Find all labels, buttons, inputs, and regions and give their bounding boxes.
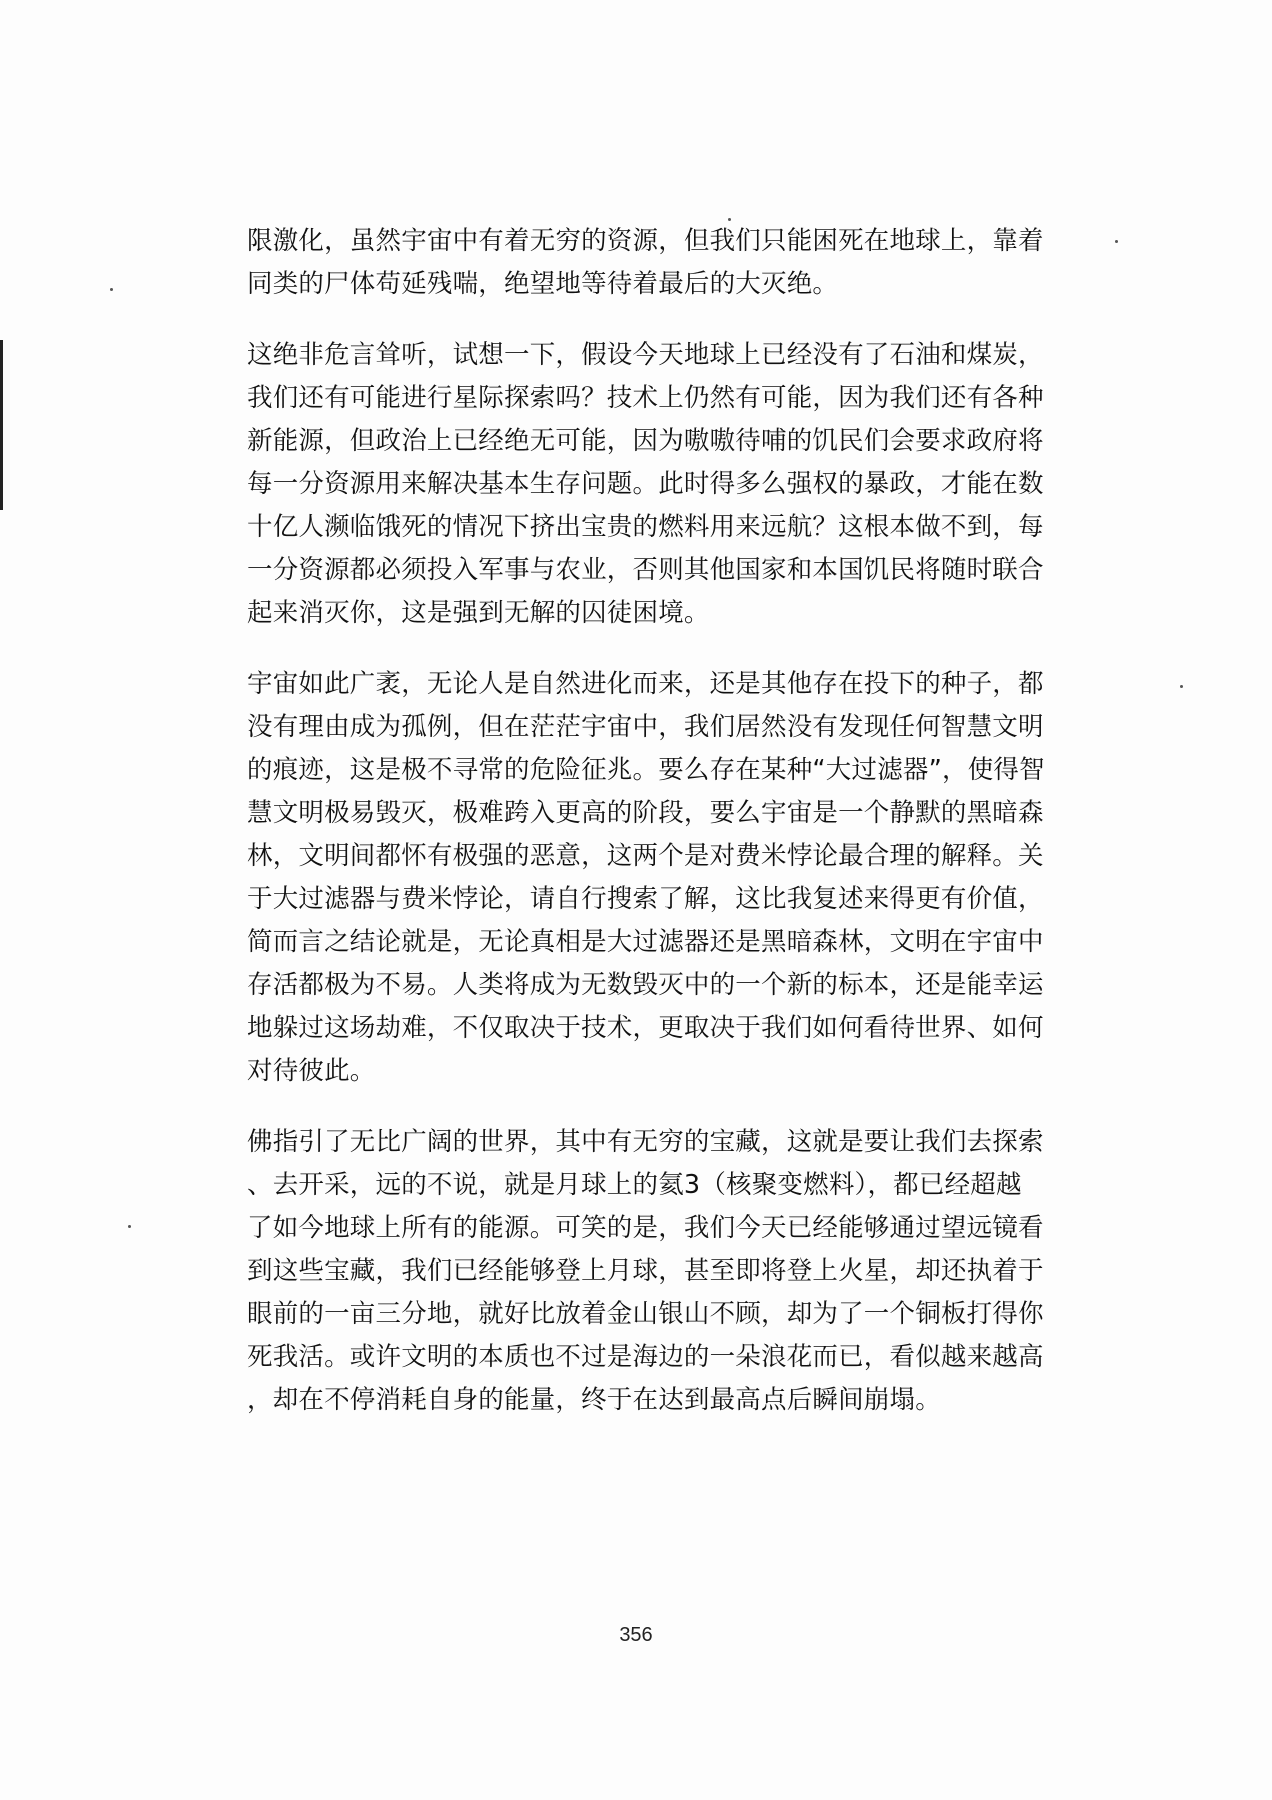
text-line: 宇宙如此广袤，无论人是自然进化而来，还是其他存在投下的种子，都 — [247, 669, 1044, 699]
text-line: 没有理由成为孤例，但在茫茫宇宙中，我们居然没有发现任何智慧文明 — [247, 712, 1044, 742]
scan-speck — [1180, 685, 1183, 688]
text-line: 存活都极为不易。人类将成为无数毁灭中的一个新的标本，还是能幸运 — [247, 970, 1044, 1000]
text-line: ，却在不停消耗自身的能量，终于在达到最高点后瞬间崩塌。 — [247, 1385, 941, 1415]
text-line: 新能源，但政治上已经绝无可能，因为嗷嗷待哺的饥民们会要求政府将 — [247, 426, 1044, 456]
text-line: 这绝非危言耸听，试想一下，假设今天地球上已经没有了石油和煤炭， — [247, 340, 1044, 370]
text-line: 一分资源都必须投入军事与农业，否则其他国家和本国饥民将随时联合 — [247, 555, 1044, 585]
text-line: 起来消灭你，这是强到无解的囚徒困境。 — [247, 598, 710, 628]
text-line: 我们还有可能进行星际探索吗？技术上仍然有可能，因为我们还有各种 — [247, 383, 1044, 413]
text-line: 了如今地球上所有的能源。可笑的是，我们今天已经能够通过望远镜看 — [247, 1213, 1044, 1243]
text-line: 死我活。或许文明的本质也不过是海边的一朵浪花而已，看似越来越高 — [247, 1342, 1044, 1372]
paragraph — [247, 334, 1077, 635]
text-line: 简而言之结论就是，无论真相是大过滤器还是黑暗森林，文明在宇宙中 — [247, 927, 1044, 957]
text-line: 佛指引了无比广阔的世界，其中有无穷的宝藏，这就是要让我们去探索 — [247, 1127, 1044, 1157]
scan-speck — [110, 288, 113, 291]
text-line: 慧文明极易毁灭，极难跨入更高的阶段，要么宇宙是一个静默的黑暗森 — [247, 798, 1044, 828]
scan-edge-mark — [0, 340, 3, 510]
paragraph — [247, 1121, 1077, 1422]
text-line: 地躲过这场劫难，不仅取决于技术，更取决于我们如何看待世界、如何 — [247, 1013, 1044, 1043]
text-line: 的痕迹，这是极不寻常的危险征兆。要么存在某种“大过滤器”，使得智 — [247, 755, 1045, 785]
text-line: 、去开采，远的不说，就是月球上的氦3（核聚变燃料），都已经超越 — [247, 1170, 1022, 1200]
text-line: 到这些宝藏，我们已经能够登上月球，甚至即将登上火星，却还执着于 — [247, 1256, 1044, 1286]
text-line: 同类的尸体苟延残喘，绝望地等待着最后的大灭绝。 — [247, 269, 839, 299]
text-line: 对待彼此。 — [247, 1056, 376, 1086]
text-line: 于大过滤器与费米悖论，请自行搜索了解，这比我复述来得更有价值， — [247, 884, 1044, 914]
body-text — [247, 220, 1077, 1450]
page-number: 356 — [619, 1624, 653, 1646]
scan-speck — [1115, 240, 1118, 243]
paragraph — [247, 663, 1077, 1093]
text-line: 限激化，虽然宇宙中有着无穷的资源，但我们只能困死在地球上，靠着 — [247, 226, 1044, 256]
paragraph — [247, 220, 1077, 306]
text-line: 十亿人濒临饿死的情况下挤出宝贵的燃料用来远航？这根本做不到，每 — [247, 512, 1044, 542]
text-line: 眼前的一亩三分地，就好比放着金山银山不顾，却为了一个铜板打得你 — [247, 1299, 1044, 1329]
text-line: 林，文明间都怀有极强的恶意，这两个是对费米悖论最合理的解释。关 — [247, 841, 1044, 871]
text-line: 每一分资源用来解决基本生存问题。此时得多么强权的暴政，才能在数 — [247, 469, 1044, 499]
scan-speck — [128, 1225, 131, 1228]
